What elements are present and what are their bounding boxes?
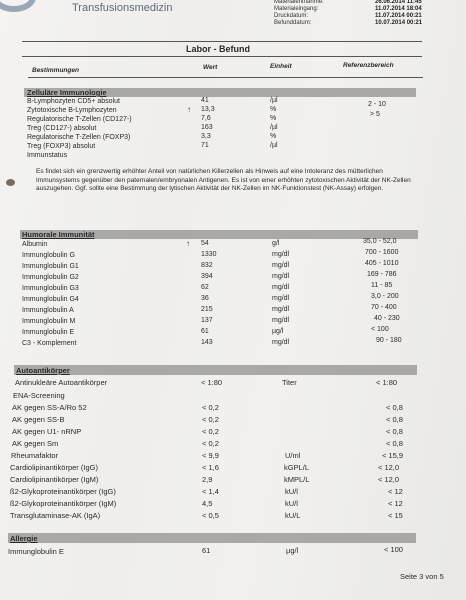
result-name: Immunglobulin M xyxy=(22,318,76,325)
result-unit: /µl xyxy=(270,124,278,131)
result-unit: kU/L xyxy=(285,511,301,520)
arrow-up-icon: ↑ xyxy=(187,105,191,114)
result-name: Immunglobulin A xyxy=(22,307,74,314)
result-value: 137 xyxy=(201,317,213,324)
result-reference: < 1:80 xyxy=(376,378,398,387)
result-unit: mg/dl xyxy=(272,262,290,269)
divider xyxy=(28,77,423,78)
result-name: ENA-Screening xyxy=(13,391,65,400)
result-value: 7,6 xyxy=(201,115,211,122)
result-name: Albumin xyxy=(22,241,48,248)
result-name: Immunglobulin G3 xyxy=(22,285,79,292)
hospital-logo xyxy=(0,0,36,12)
result-unit: g/l xyxy=(272,240,280,247)
meta-label-materialeingang: Materialeingang: xyxy=(274,6,319,12)
result-name: ß2-Glykoproteinantikörper (IgM) xyxy=(10,499,117,508)
result-reference: 11 - 85 xyxy=(371,282,393,289)
result-name: AK gegen U1- nRNP xyxy=(12,427,82,436)
result-name: AK gegen Sm xyxy=(12,439,59,448)
result-value: < 1:80 xyxy=(201,378,223,387)
col-header-unit: Einheit xyxy=(270,63,292,70)
result-name: Immunglobulin G2 xyxy=(22,274,79,281)
result-value: 13,3 xyxy=(201,106,215,113)
section-title-humorale-immunitaet: Humorale Immunität xyxy=(22,230,95,239)
col-header-value: Wert xyxy=(203,64,218,71)
result-reference: 2 - 10 xyxy=(368,101,386,108)
result-reference: < 12 xyxy=(388,499,403,508)
section-title-zellulaere-immunologie: Zelluläre Immunologie xyxy=(27,88,107,97)
result-name: Rheumafaktor xyxy=(11,451,59,460)
result-unit: kU/l xyxy=(285,487,298,496)
meta-value-materialeingang: 11.07.2014 18:04 xyxy=(375,6,422,12)
result-value: 832 xyxy=(201,262,213,269)
arrow-up-icon: ↑ xyxy=(186,239,190,248)
result-name: Cardiolipinantikörper (IgM) xyxy=(10,475,99,484)
result-unit: mg/dl xyxy=(272,251,290,258)
result-reference: 40 - 230 xyxy=(374,315,400,322)
result-reference: 169 - 786 xyxy=(367,271,397,278)
col-header-test: Bestimmungen xyxy=(32,67,79,74)
result-reference: < 12,0 xyxy=(378,463,400,472)
result-reference: < 100 xyxy=(371,326,389,333)
divider xyxy=(22,41,422,42)
result-name: C3 - Komplement xyxy=(22,340,77,347)
result-unit: kU/l xyxy=(285,499,298,508)
result-value: 2,9 xyxy=(202,475,213,484)
result-unit: % xyxy=(270,106,277,113)
meta-label-druckdatum: Druckdatum: xyxy=(274,13,309,19)
result-unit: mg/dl xyxy=(272,295,290,302)
result-value: < 0,2 xyxy=(202,439,219,448)
result-unit: /µl xyxy=(270,97,278,104)
section-title-allergie: Allergie xyxy=(10,534,38,543)
result-unit: mg/dl xyxy=(272,317,290,324)
result-value: 61 xyxy=(201,328,209,335)
result-reference: 35,0 - 52,0 xyxy=(363,238,397,245)
meta-value-druckdatum: 11.07.2014 00:21 xyxy=(375,13,422,19)
result-value: 163 xyxy=(201,124,213,131)
result-name: ß2-Glykoproteinantikörper (IgG) xyxy=(10,487,116,496)
report-title: Labor - Befund xyxy=(186,44,250,54)
result-value: < 0,5 xyxy=(202,511,219,520)
result-reference: 90 - 180 xyxy=(376,337,402,344)
result-value: 4,5 xyxy=(202,499,213,508)
result-unit: mg/dl xyxy=(272,306,290,313)
result-value: < 0,2 xyxy=(202,403,219,412)
result-reference: 700 - 1600 xyxy=(365,249,399,256)
result-value: 1330 xyxy=(201,251,217,258)
meta-label-befunddatum: Befunddatum: xyxy=(274,20,312,26)
result-unit: kGPL/L xyxy=(284,463,310,472)
result-value: 143 xyxy=(201,339,213,346)
section-title-autoantikoerper: Autoantikörper xyxy=(16,366,70,375)
result-reference: < 0,8 xyxy=(386,403,403,412)
result-value: 62 xyxy=(201,284,209,291)
col-header-reference: Referenzbereich xyxy=(343,62,394,69)
result-name: Immunglobulin G1 xyxy=(22,263,79,270)
result-value: 394 xyxy=(201,273,213,280)
result-value: < 1,6 xyxy=(202,463,219,472)
result-value: < 9,9 xyxy=(202,451,219,460)
section-bar xyxy=(14,365,417,375)
department-name: Transfusionsmedizin xyxy=(72,2,173,14)
result-unit: µg/l xyxy=(272,328,284,335)
result-reference: < 15 xyxy=(388,511,403,520)
result-value: 54 xyxy=(201,240,209,247)
result-reference: 405 - 1010 xyxy=(365,260,399,267)
result-unit: /µl xyxy=(270,142,278,149)
result-name: Antinukleäre Autoantikörper xyxy=(15,378,108,387)
result-name: Immunglobulin E xyxy=(22,329,75,336)
result-value: < 0,2 xyxy=(202,427,219,436)
result-reference: < 12,0 xyxy=(378,475,400,484)
divider xyxy=(22,56,422,57)
result-reference: < 0,8 xyxy=(386,415,403,424)
result-name: Transglutaminase-AK (IgA) xyxy=(10,511,101,520)
punch-hole xyxy=(6,179,15,186)
result-unit: % xyxy=(270,115,277,122)
result-name: Regulatorische T-Zellen (FOXP3) xyxy=(27,134,131,141)
result-name: AK gegen SS-B xyxy=(12,415,65,424)
result-name: Immunglobulin E xyxy=(8,547,64,556)
result-reference: < 0,8 xyxy=(386,439,403,448)
result-reference: < 15,9 xyxy=(382,451,404,460)
result-value: 36 xyxy=(201,295,209,302)
result-reference: < 0,8 xyxy=(386,427,403,436)
result-value: 61 xyxy=(202,546,211,555)
result-name: B-Lymphozyten CD5+ absolut xyxy=(27,98,120,105)
interpretation-note: Es findet sich ein grenzwertig erhöhter Anteil von natürlichen Killerzellen als Hinweis auf eine Intoleranz des mütterlichen Immunsystems gegenüber den paternalen/embryonalen Antigenen. Es ist von einer erhöhten zytotoxischen Aktivität der NK-Zellen auszugehen. Ggf. sollte eine Bestimmung der lytischen Aktivität der NK-Zellen im NK-Funktionstest (NK-Assay) erfolgen. xyxy=(36,168,411,193)
result-value: 41 xyxy=(201,97,209,104)
page-number: Seite 3 von 5 xyxy=(400,572,444,581)
result-value: 71 xyxy=(201,142,209,149)
result-unit: kMPL/L xyxy=(284,475,310,484)
result-value: 215 xyxy=(201,306,213,313)
result-value: 3,3 xyxy=(201,133,211,140)
result-name: Immunstatus xyxy=(27,152,68,159)
result-reference: < 12 xyxy=(388,487,403,496)
result-name: Immunglobulin G xyxy=(22,252,75,259)
result-name: Zytotoxische B-Lymphozyten xyxy=(27,107,117,114)
result-reference: < 100 xyxy=(384,545,403,554)
result-name: Treg (FOXP3) absolut xyxy=(27,143,96,150)
result-name: AK gegen SS-A/Ro 52 xyxy=(12,403,87,412)
result-unit: % xyxy=(270,133,277,140)
result-unit: mg/dl xyxy=(272,284,290,291)
result-reference: > 5 xyxy=(370,111,380,118)
meta-value-befunddatum: 10.07.2014 00:21 xyxy=(375,20,423,26)
result-value: < 0,2 xyxy=(202,415,219,424)
meta-value-materialentnahme: 26.06.2014 11:45 xyxy=(375,0,422,5)
result-unit: µg/l xyxy=(286,546,299,555)
result-unit: Titer xyxy=(282,378,297,387)
result-reference: 3,0 - 200 xyxy=(371,293,399,300)
result-unit: mg/dl xyxy=(272,273,290,280)
result-reference: 70 - 400 xyxy=(371,304,397,311)
result-unit: mg/dl xyxy=(272,339,290,346)
result-unit: U/ml xyxy=(285,451,301,460)
result-name: Treg (CD127-) absolut xyxy=(27,125,97,132)
section-bar xyxy=(8,533,416,543)
meta-label-materialentnahme: Materialentnahme: xyxy=(274,0,324,5)
result-name: Immunglobulin G4 xyxy=(22,296,79,303)
result-value: < 1,4 xyxy=(202,487,219,496)
result-name: Regulatorische T-Zellen (CD127-) xyxy=(27,116,132,123)
result-name: Cardiolipinantikörper (IgG) xyxy=(10,463,98,472)
